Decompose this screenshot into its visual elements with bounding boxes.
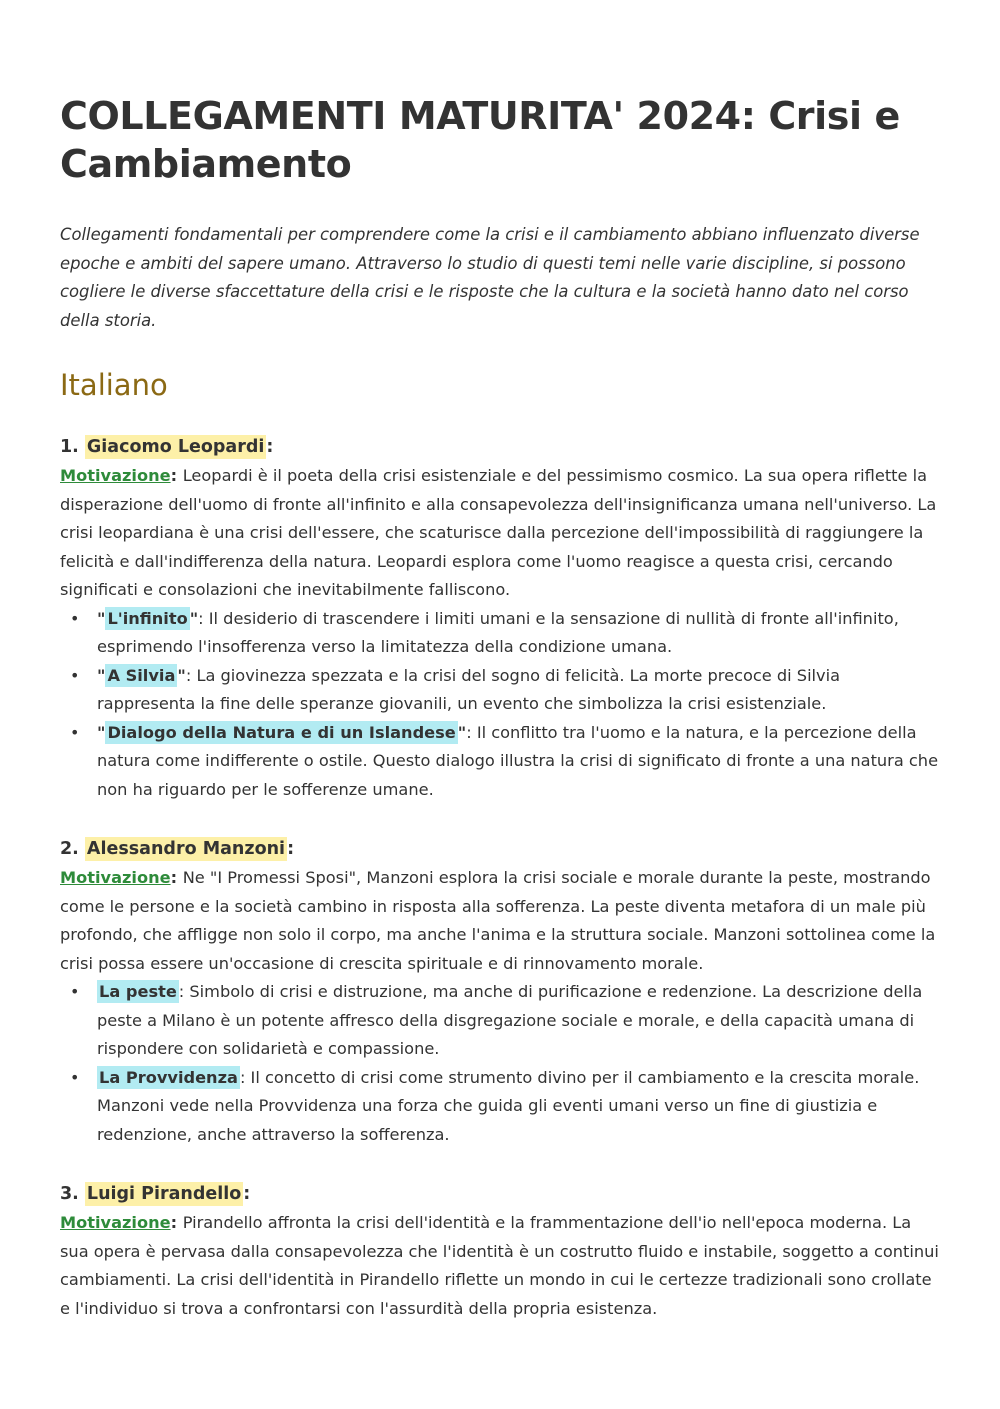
work-colon: : [198, 608, 209, 628]
author-number: 2. [60, 839, 85, 859]
work-colon: : [178, 982, 190, 1001]
work-description: Il desiderio di trascendere i limiti umani e la sensazione di nullità di fronte all'infinito, esprimendo l'insofferenza verso la limitatezza della condizione umana. [97, 608, 899, 656]
works-list [60, 978, 940, 1149]
author-block [60, 1179, 940, 1323]
author-heading [60, 1179, 940, 1209]
bullet-icon: • [70, 722, 80, 742]
work-title-highlight: Dialogo della Natura e di un Islandese [107, 722, 456, 742]
motivation-colon: : [170, 868, 183, 887]
heading-colon: : [243, 1184, 251, 1204]
work-title: " L'infinito " [97, 608, 199, 628]
motivation-label[interactable]: Motivazione [60, 868, 171, 887]
bullet-icon: • [70, 982, 80, 1001]
author-name: Alessandro Manzoni [86, 839, 286, 859]
motivation-paragraph [60, 1209, 940, 1323]
author-number: 1. [60, 437, 85, 457]
work-item [70, 662, 940, 719]
motivation-text: Pirandello affronta la crisi dell'identità e la frammentazione dell'io nell'epoca moderna. La sua opera è pervasa dalla consapevolezza che l'identità è un costrutto fluido e instabile, soggetto a continui cambiamenti. La crisi dell'identità in Pirandello riflette un mondo in cui le certezze tradizionali sono crollate e l'individuo si trova a confrontarsi con l'assurdità della propria esistenza. [60, 1213, 939, 1318]
work-item [70, 1064, 940, 1150]
author-name: Giacomo Leopardi [86, 437, 265, 457]
page-title: COLLEGAMENTI MATURITA' 2024: Crisi e Cambiamento [60, 94, 900, 186]
work-title-highlight: L'infinito [107, 608, 188, 628]
author-heading [60, 834, 940, 864]
section-heading-italiano: Italiano [60, 368, 168, 402]
work-title-highlight: La peste [99, 982, 177, 1001]
author-block [60, 432, 940, 804]
motivation-paragraph [60, 462, 940, 605]
work-item [70, 605, 940, 662]
work-description: La giovinezza spezzata e la crisi del sogno di felicità. La morte precoce di Silvia rappresenta la fine delle speranze giovanili, un evento che simbolizza la crisi esistenziale. [97, 665, 841, 713]
works-list [60, 605, 940, 805]
bullet-icon: • [70, 665, 80, 685]
author-heading [60, 432, 940, 462]
work-colon: : [185, 665, 197, 685]
bullet-icon: • [70, 1067, 80, 1087]
work-title [97, 980, 179, 1003]
work-description: Il conflitto tra l'uomo e la natura, e la percezione della natura come indifferente o ostile. Questo dialogo illustra la crisi di significato di fronte a una natura che non ha riguardo per le sofferenze umane. [97, 722, 939, 799]
bullet-icon: • [70, 608, 80, 628]
motivation-label[interactable]: Motivazione [60, 1213, 171, 1232]
work-title: " A Silvia " [97, 665, 186, 685]
work-title [97, 1066, 240, 1089]
authors-list [60, 432, 940, 1323]
author-name: Luigi Pirandello [86, 1184, 242, 1204]
work-description: Simbolo di crisi e distruzione, ma anche di purificazione e redenzione. La descrizione della peste a Milano è un potente affresco della disgregazione sociale e morale, e della capacità umana di rispondere con solidarietà e compassione. [97, 982, 923, 1058]
motivation-text: Ne "I Promessi Sposi", Manzoni esplora la crisi sociale e morale durante la peste, mostrando come le persone e la società cambino in risposta alla sofferenza. La peste diventa metafora di un male più profondo, che affligge non solo il corpo, ma anche l'anima e la struttura sociale. Manzoni sottolinea come la crisi possa essere un'occasione di crescita spirituale e di rinnovamento morale. [60, 868, 936, 973]
motivation-colon: : [170, 466, 183, 485]
motivation-text: Leopardi è il poeta della crisi esistenziale e del pessimismo cosmico. La sua opera riflette la disperazione dell'uomo di fronte all'infinito e alla consapevolezza dell'insignificanza umana nell'universo. La crisi leopardiana è una crisi dell'essere, che scaturisce dalla percezione dell'impossibilità di raggiungere la felicità e dall'indifferenza della natura. Leopardi esplora come l'uomo reagisce a questa crisi, cercando significati e consolazioni che inevitabilmente falliscono. [60, 466, 937, 599]
motivation-colon: : [170, 1213, 183, 1232]
work-item [70, 978, 940, 1064]
intro-paragraph: Collegamenti fondamentali per comprendere come la crisi e il cambiamento abbiano influenzato diverse epoche e ambiti del sapere umano. Attraverso lo studio di questi temi nelle varie discipline, si possono cogliere le diverse sfaccettature della crisi e le risposte che la cultura e la società hanno dato nel corso della storia. [60, 225, 920, 330]
author-block [60, 834, 940, 1149]
work-title-highlight: La Provvidenza [99, 1067, 238, 1087]
author-number: 3. [60, 1184, 85, 1204]
work-description: Il concetto di crisi come strumento divino per il cambiamento e la crescita morale. Manzoni vede nella Provvidenza una forza che guida gli eventi umani verso un fine di giustizia e redenzione, anche attraverso la sofferenza. [97, 1067, 920, 1144]
work-colon: : [239, 1067, 251, 1087]
work-colon: : [466, 722, 477, 742]
heading-colon: : [287, 839, 295, 859]
motivation-label[interactable]: Motivazione [60, 466, 171, 485]
work-title-highlight: A Silvia [107, 665, 176, 685]
work-title: " Dialogo della Natura e di un Islandese " [97, 722, 467, 742]
motivation-paragraph [60, 864, 940, 978]
heading-colon: : [266, 437, 274, 457]
work-item [70, 719, 940, 805]
